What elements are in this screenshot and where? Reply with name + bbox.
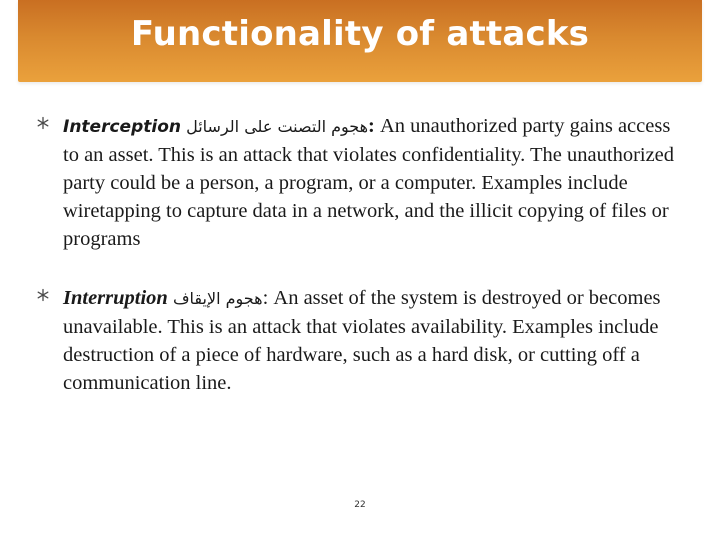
bullet-interruption [36,284,676,397]
term-interruption: Interruption [63,287,168,309]
term-separator: : [262,287,269,309]
arabic-term-interruption: هجوم الإيقاف [172,289,263,308]
arabic-term-interception: هجوم التصنت على الرسائل [186,117,369,136]
term-interception: Interception [63,117,181,137]
bullet-text-interruption: An asset of the system is destroyed or becomes unavailable. This is an attack that violates availability. Examples include destruction of a piece of hardware, such as a hard disk, or cutting off a communication line. [63,287,661,394]
page-number: 22 [354,500,366,510]
asterisk-bullet-icon [36,288,50,302]
bullet-interception [36,112,676,253]
bullet-list [36,112,676,397]
slide-title: Functionality of attacks [130,14,590,54]
term-separator: : [368,115,375,137]
bullet-text-interception: An unauthorized party gains access to an asset. This is an attack that violates confidentiality. The unauthorized party could be a person, a program, or a computer. Examples include wiretapping to capture data in a network, and the illicit copying of files or programs [63,115,675,250]
asterisk-bullet-icon [36,116,50,130]
